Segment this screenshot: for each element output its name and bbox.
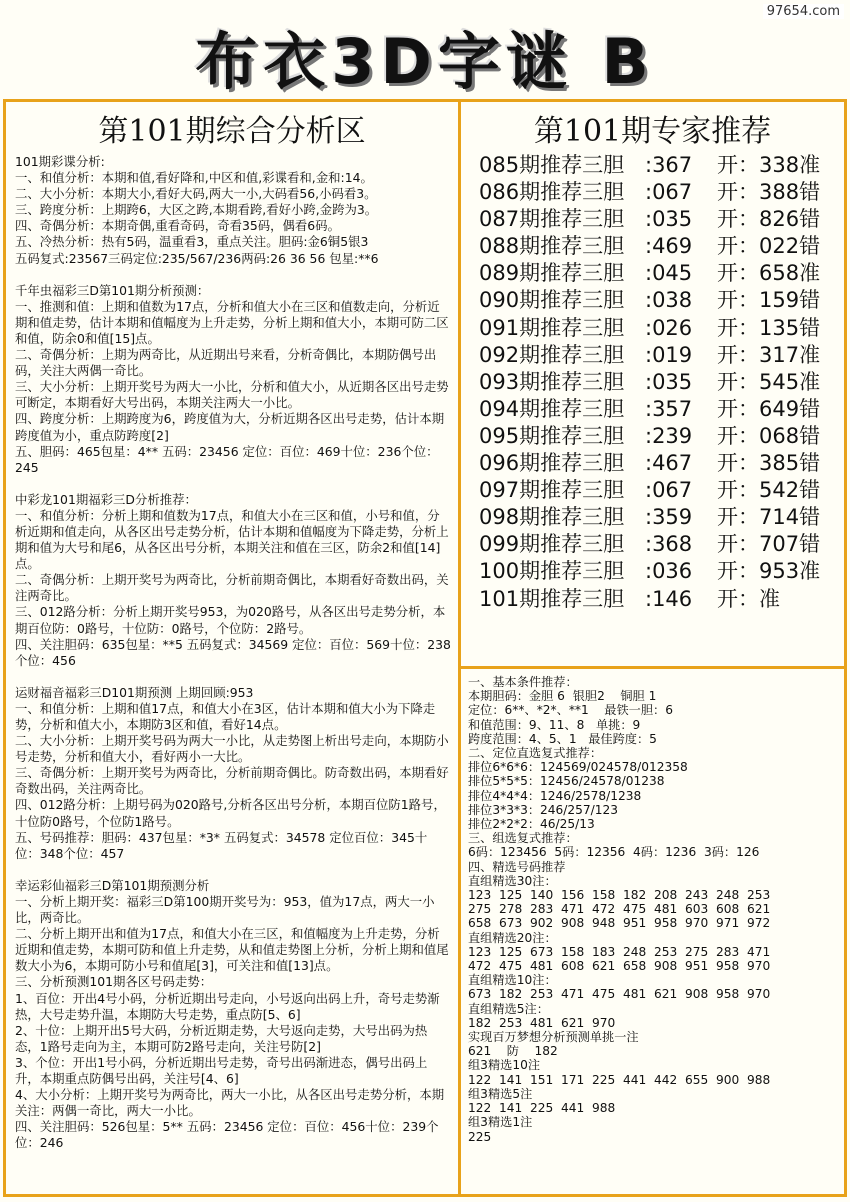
number-cell: 951 xyxy=(685,959,709,974)
number-cell: 621 xyxy=(654,987,678,1002)
number-cell: 475 xyxy=(623,902,647,917)
number-cell: 125 xyxy=(499,944,523,959)
group-label: 实现百万梦想分析预测单挑一注 xyxy=(468,1030,639,1045)
expert-row xyxy=(479,233,844,260)
analysis-line: 4、大小分析：上期开奖号为两奇比，两大一小比，从各区出号走势分析，本期关注：两偶一奇比，两大一小比。 xyxy=(15,1087,445,1119)
number-cell: 208 xyxy=(654,888,678,903)
analysis-section xyxy=(15,492,452,669)
expert-row xyxy=(479,504,844,531)
number-cell: 182 xyxy=(468,1015,492,1030)
analysis-line: 101期彩谍分析: xyxy=(15,154,105,169)
expert-panel xyxy=(458,99,847,669)
number-grid xyxy=(468,987,838,1001)
condition-line: 排位4*4*4：1246/2578/1238 xyxy=(468,788,642,803)
group-label: 直组精选20注： xyxy=(468,930,557,945)
expert-period: 089期推荐三胆 xyxy=(479,261,625,286)
number-cell: 970 xyxy=(747,987,771,1002)
expert-open: 开：714错 xyxy=(717,505,821,530)
number-cell: 970 xyxy=(685,916,709,931)
expert-row xyxy=(479,450,844,477)
expert-dan: :045 xyxy=(645,261,693,286)
number-cell: 908 xyxy=(561,916,585,931)
expert-open: 开：317准 xyxy=(717,342,821,367)
group-label: 直组精选5注： xyxy=(468,1001,549,1016)
expert-open: 开：542错 xyxy=(717,478,821,503)
number-cell: 481 xyxy=(530,959,554,974)
number-grid xyxy=(468,888,838,931)
number-cell: 122 xyxy=(468,1101,492,1116)
analysis-line: 四、跨度分析：上期跨度为6，跨度值为大，分析近期各区出号走势，估计本期跨度值为小，重点防跨度[2] xyxy=(15,411,445,443)
expert-list xyxy=(461,152,844,613)
number-cell: 442 xyxy=(654,1072,678,1087)
number-cell: 156 xyxy=(561,888,585,903)
number-cell: 481 xyxy=(654,902,678,917)
number-cell: 275 xyxy=(685,944,709,959)
expert-row xyxy=(479,423,844,450)
number-cell: 283 xyxy=(716,944,740,959)
number-cell: 253 xyxy=(654,944,678,959)
analysis-line: 三、奇偶分析：上期开奖号为两奇比，分析前期奇偶比。防奇数出码，本期看好奇数出码，关注两奇比。 xyxy=(15,765,449,797)
expert-dan: :469 xyxy=(645,234,693,259)
analysis-line: 二、分析上期开出和值为17点，和值大小在三区，和值幅度为上升走势，分析近期和值走势，本期可防和值上升走势，从和值走势图上分析，分析上期和值尾数大小为6，本期可防小号和值尾[3]，可关注和值[13]点。 xyxy=(15,926,449,974)
condition-line: 四、精选号码推荐 xyxy=(468,859,566,874)
expert-dan: :067 xyxy=(645,478,693,503)
analysis-line: 三、大小分析：上期开奖号为两大一小比，分析和值大小，从近期各区出号走势可断定，本期看好大号出码，本期关注两大一小比。 xyxy=(15,379,449,411)
analysis-line: 一、分析上期开奖：福彩三D第100期开奖号为：953，值为17点，两大一小比，两奇比。 xyxy=(15,893,435,926)
analysis-line: 一、和值分析：上期和值17点，和值大小在3区，估计本期和值大小为下降走势，分析和值大小，本期防3区和值，看好14点。 xyxy=(15,700,436,732)
expert-open: 开：707错 xyxy=(717,532,821,557)
condition-line: 排位5*5*5：12456/24578/01238 xyxy=(468,774,665,789)
analysis-line: 中彩龙101期福彩三D分析推荐： xyxy=(15,491,197,507)
analysis-line: 五、号码推荐：胆码：437包星：*3* 五码复式：34578 定位百位：345十位：348个位：457 xyxy=(15,829,428,861)
number-cell: 151 xyxy=(530,1072,554,1087)
analysis-heading: 第101期综合分析区 xyxy=(98,114,366,149)
condition-line: 一、基本条件推荐： xyxy=(468,675,578,689)
analysis-line: 三、跨度分析：上期跨6，大区之跨,本期看跨,看好小跨,金跨为3。 xyxy=(15,202,378,218)
expert-dan: :035 xyxy=(645,207,693,232)
expert-open: 开：135错 xyxy=(717,315,821,340)
number-cell: 902 xyxy=(530,916,554,931)
number-cell: 141 xyxy=(499,1101,523,1116)
number-cell: 248 xyxy=(623,944,647,959)
expert-row xyxy=(479,558,844,585)
number-cell: 182 xyxy=(499,987,523,1002)
number-cell: 248 xyxy=(716,888,740,903)
expert-open: 开：159错 xyxy=(717,288,821,313)
group-label: 组3精选5注 xyxy=(468,1086,533,1101)
analysis-line: 三、分析预测101期各区号码走势： xyxy=(15,974,213,990)
number-cell: 988 xyxy=(747,1072,771,1087)
title-text: 布衣3D字谜 B xyxy=(195,25,655,98)
number-cell: 673 xyxy=(468,987,492,1002)
expert-period: 097期推荐三胆 xyxy=(479,478,625,503)
expert-row xyxy=(479,287,844,314)
expert-row xyxy=(479,396,844,423)
expert-dan: :239 xyxy=(645,423,693,448)
analysis-line: 一、推测和值：上期和值数为17点，分析和值大小在三区和值数走向，分析近期和值走势，估计本期和值幅度为上升走势，分析上期和值大小，本期可防二区和值，防余0和值[15]点。 xyxy=(15,298,449,346)
analysis-line: 二、奇偶分析：上期为两奇比，从近期出号来看，分析奇偶比，本期防偶号出码，关注大两偶一奇比。 xyxy=(15,347,437,379)
condition-line: 定位：6**、*2*、**1 最铁一胆：6 xyxy=(468,703,673,718)
expert-period: 095期推荐三胆 xyxy=(479,423,625,448)
number-cell: 123 xyxy=(468,944,492,959)
expert-row xyxy=(479,369,844,396)
analysis-panel xyxy=(3,99,461,1197)
expert-open: 开：388错 xyxy=(717,180,821,205)
number-cell: 158 xyxy=(561,944,585,959)
number-cell: 970 xyxy=(747,959,771,974)
analysis-line: 1、百位：开出4号小码，分析近期出号走向，小号返向出码上升，奇号走势渐热，大号走势升温，本期防大号走势，重点防[5、6] xyxy=(15,990,440,1022)
number-cell: 441 xyxy=(623,1072,647,1087)
expert-row xyxy=(479,586,844,613)
number-cell: 182 xyxy=(623,888,647,903)
number-cell: 900 xyxy=(716,1072,740,1087)
analysis-line: 四、关注胆码：526包星：5** 五码：23456 定位：百位：456十位：239个位：246 xyxy=(15,1119,439,1151)
condition-line: 6码：123456 5码：12356 4码：1236 3码：126 xyxy=(468,845,760,860)
number-cell: 608 xyxy=(716,902,740,917)
analysis-line: 二、大小分析：本期大小,看好大码,两大一小,大码看56,小码看3。 xyxy=(15,186,377,202)
number-cell: 171 xyxy=(561,1072,585,1087)
condition-line: 排位6*6*6：124569/024578/012358 xyxy=(468,760,688,775)
number-cell: 471 xyxy=(561,987,585,1002)
condition-line: 排位3*3*3：246/257/123 xyxy=(468,802,619,817)
number-cell: 471 xyxy=(747,944,771,959)
number-cell: 970 xyxy=(592,1015,616,1030)
analysis-line: 五、胆码：465包星：4** 五码：23456 定位：百位：469十位：236个位：245 xyxy=(15,443,439,475)
condition-line: 本期胆码：金胆 6 银胆2 铜胆 1 xyxy=(468,689,657,704)
expert-dan: :038 xyxy=(645,288,693,313)
number-cell: 122 xyxy=(468,1072,492,1087)
number-cell: 972 xyxy=(747,916,771,931)
expert-dan: :026 xyxy=(645,315,693,340)
expert-dan: :367 xyxy=(645,153,693,177)
expert-open: 开：385错 xyxy=(717,451,821,476)
expert-period: 099期推荐三胆 xyxy=(479,532,625,557)
analysis-body xyxy=(6,152,458,1151)
number-cell: 958 xyxy=(716,959,740,974)
number-cell: 225 xyxy=(592,1072,616,1087)
expert-open: 开：649错 xyxy=(717,396,821,421)
expert-period: 092期推荐三胆 xyxy=(479,342,625,367)
analysis-line: 五码复式:23567三码定位:235/567/236两码:26 36 56 包星:**6 xyxy=(15,250,379,266)
analysis-line: 运财福音福彩三D101期预测 上期回顾:953 xyxy=(15,684,254,700)
single-pick: 621 防 182 xyxy=(468,1044,558,1059)
expert-row xyxy=(479,206,844,233)
expert-period: 085期推荐三胆 xyxy=(479,153,625,177)
expert-row xyxy=(479,315,844,342)
number-cell: 658 xyxy=(623,959,647,974)
analysis-line: 3、个位：开出1号小码，分析近期出号走势，奇号出码渐进态，偶号出码上升，本期重点防偶号出码，关注号[4、6] xyxy=(15,1054,428,1086)
number-cell: 253 xyxy=(499,1015,523,1030)
analysis-line: 四、奇偶分析：本期奇偶,重看奇码，奇看35码，偶看6码。 xyxy=(15,218,340,234)
number-cell: 958 xyxy=(716,987,740,1002)
expert-open: 开：准 xyxy=(717,586,780,611)
number-cell: 908 xyxy=(685,987,709,1002)
expert-open: 开：068错 xyxy=(717,423,821,448)
expert-row xyxy=(479,531,844,558)
expert-open: 开：658准 xyxy=(717,261,821,286)
expert-period: 094期推荐三胆 xyxy=(479,396,625,421)
analysis-line: 五、冷热分析：热有5码，温重看3，重点关注。胆码:金6铜5银3 xyxy=(15,234,369,250)
number-cell: 621 xyxy=(561,1015,585,1030)
expert-period: 093期推荐三胆 xyxy=(479,369,625,394)
expert-dan: :146 xyxy=(645,586,693,611)
condition-line: 三、组选复式推荐： xyxy=(468,831,578,846)
expert-period: 101期推荐三胆 xyxy=(479,586,625,611)
condition-line: 跨度范围：4、5、1 最佳跨度：5 xyxy=(468,731,657,746)
number-cell: 481 xyxy=(623,987,647,1002)
analysis-line: 2、十位：上期开出5号大码，分析近期走势，大号返向走势，大号出码为热态，1路号走向为主，本期可防2路号走向，关注号防[2] xyxy=(15,1022,428,1054)
condition-line: 排位2*2*2：46/25/13 xyxy=(468,817,595,832)
analysis-line: 千年虫福彩三D第101期分析预测： xyxy=(15,282,210,298)
number-cell: 908 xyxy=(654,959,678,974)
expert-open: 开：545准 xyxy=(717,369,821,394)
expert-dan: :359 xyxy=(645,505,693,530)
expert-row xyxy=(479,152,844,179)
number-cell: 140 xyxy=(530,888,554,903)
number-grid xyxy=(468,1101,838,1115)
number-cell: 225 xyxy=(530,1101,554,1116)
expert-period: 090期推荐三胆 xyxy=(479,288,625,313)
expert-dan: :357 xyxy=(645,396,693,421)
analysis-section xyxy=(15,283,452,476)
analysis-section xyxy=(15,878,452,1152)
number-cell: 275 xyxy=(468,902,492,917)
expert-open: 开：022错 xyxy=(717,234,821,259)
expert-dan: :019 xyxy=(645,342,693,367)
analysis-line: 三、012路分析：分析上期开奖号953，为020路号，从各区出号走势分析，本期百位防：0路号，十位防：0路号，个位防：2路号。 xyxy=(15,604,446,636)
number-cell: 441 xyxy=(561,1101,585,1116)
expert-dan: :467 xyxy=(645,451,693,476)
group-label: 组3精选1注 xyxy=(468,1115,533,1130)
number-cell: 608 xyxy=(561,959,585,974)
number-cell: 471 xyxy=(561,902,585,917)
expert-row xyxy=(479,477,844,504)
condition-line: 二、定位直选复式推荐： xyxy=(468,746,603,761)
group-label: 直组精选10注： xyxy=(468,973,557,988)
number-cell: 673 xyxy=(530,944,554,959)
number-cell: 948 xyxy=(592,916,616,931)
analysis-line: 一、和值分析：本期和值,看好降和,中区和值,彩谍看和,金和:14。 xyxy=(15,170,373,186)
number-cell: 183 xyxy=(592,944,616,959)
number-cell: 988 xyxy=(592,1101,616,1116)
analysis-line: 二、奇偶分析：上期开奖号为两奇比，分析前期奇偶比，本期看好奇数出码，关注两奇比。 xyxy=(15,572,449,604)
number-cell: 253 xyxy=(530,987,554,1002)
number-cell: 283 xyxy=(530,902,554,917)
number-cell: 253 xyxy=(747,888,771,903)
page-title xyxy=(0,0,850,96)
analysis-line: 一、和值分析：分析上期和值数为17点，和值大小在三区和值，小号和值，分析近期和值走向，从各区出号走势分析，估计本期和值幅度为下降走势，分析上期和值为大号和尾6，从各区出号分析，本期关注和值在三区，防余2和值[14]点。 xyxy=(15,507,449,572)
number-cell: 472 xyxy=(592,902,616,917)
number-cell: 958 xyxy=(654,916,678,931)
expert-open: 开：338准 xyxy=(717,153,821,177)
analysis-line: 幸运彩仙福彩三D第101期预测分析 xyxy=(15,877,210,893)
expert-period: 100期推荐三胆 xyxy=(479,559,625,584)
number-cell: 658 xyxy=(468,916,492,931)
expert-dan: :368 xyxy=(645,532,693,557)
number-grid xyxy=(468,1073,838,1087)
analysis-section xyxy=(15,685,452,862)
number-cell: 481 xyxy=(530,1015,554,1030)
expert-dan: :036 xyxy=(645,559,693,584)
condition-line: 直组精选30注： xyxy=(468,873,557,888)
watermark: 97654.com xyxy=(763,4,844,19)
expert-period: 098期推荐三胆 xyxy=(479,505,625,530)
number-cell: 621 xyxy=(747,902,771,917)
group-label: 组3精选10注 xyxy=(468,1058,541,1073)
number-cell: 475 xyxy=(499,959,523,974)
expert-period: 086期推荐三胆 xyxy=(479,180,625,205)
expert-period: 088期推荐三胆 xyxy=(479,234,625,259)
number-grid xyxy=(468,945,838,973)
number-cell: 951 xyxy=(623,916,647,931)
number-cell: 141 xyxy=(499,1072,523,1087)
number-cell: 158 xyxy=(592,888,616,903)
number-cell: 225 xyxy=(468,1129,492,1144)
expert-open: 开：826错 xyxy=(717,207,821,232)
number-grid xyxy=(468,1016,838,1030)
number-cell: 621 xyxy=(592,959,616,974)
number-cell: 655 xyxy=(685,1072,709,1087)
expert-row xyxy=(479,342,844,369)
expert-row xyxy=(479,260,844,287)
expert-dan: :035 xyxy=(645,369,693,394)
number-cell: 475 xyxy=(592,987,616,1002)
expert-period: 091期推荐三胆 xyxy=(479,315,625,340)
expert-period: 096期推荐三胆 xyxy=(479,451,625,476)
conditions-body xyxy=(461,669,844,1144)
condition-line: 和值范围：9、11、8 单挑：9 xyxy=(468,717,641,732)
analysis-line: 四、012路分析：上期号码为020路号,分析各区出号分析，本期百位防1路号，十位防0路号，个位防1路号。 xyxy=(15,797,446,829)
number-cell: 472 xyxy=(468,959,492,974)
number-cell: 125 xyxy=(499,888,523,903)
expert-row xyxy=(479,179,844,206)
analysis-line: 二、大小分析：上期开奖号码为两大一小比，从走势图上析出号走向，本期防小号走势，分析和值大小，看好两小一大比。 xyxy=(15,733,449,765)
number-cell: 123 xyxy=(468,888,492,903)
expert-open: 开：953准 xyxy=(717,559,821,584)
expert-period: 087期推荐三胆 xyxy=(479,207,625,232)
conditions-panel xyxy=(458,666,847,1197)
number-cell: 971 xyxy=(716,916,740,931)
expert-heading: 第101期专家推荐 xyxy=(533,114,772,149)
number-cell: 603 xyxy=(685,902,709,917)
expert-dan: :067 xyxy=(645,180,693,205)
number-cell: 278 xyxy=(499,902,523,917)
number-cell: 243 xyxy=(685,888,709,903)
analysis-line: 四、关注胆码：635包星：**5 五码复式：34569 定位：百位：569十位：238个位：456 xyxy=(15,636,451,668)
analysis-section xyxy=(15,154,452,267)
number-cell: 673 xyxy=(499,916,523,931)
